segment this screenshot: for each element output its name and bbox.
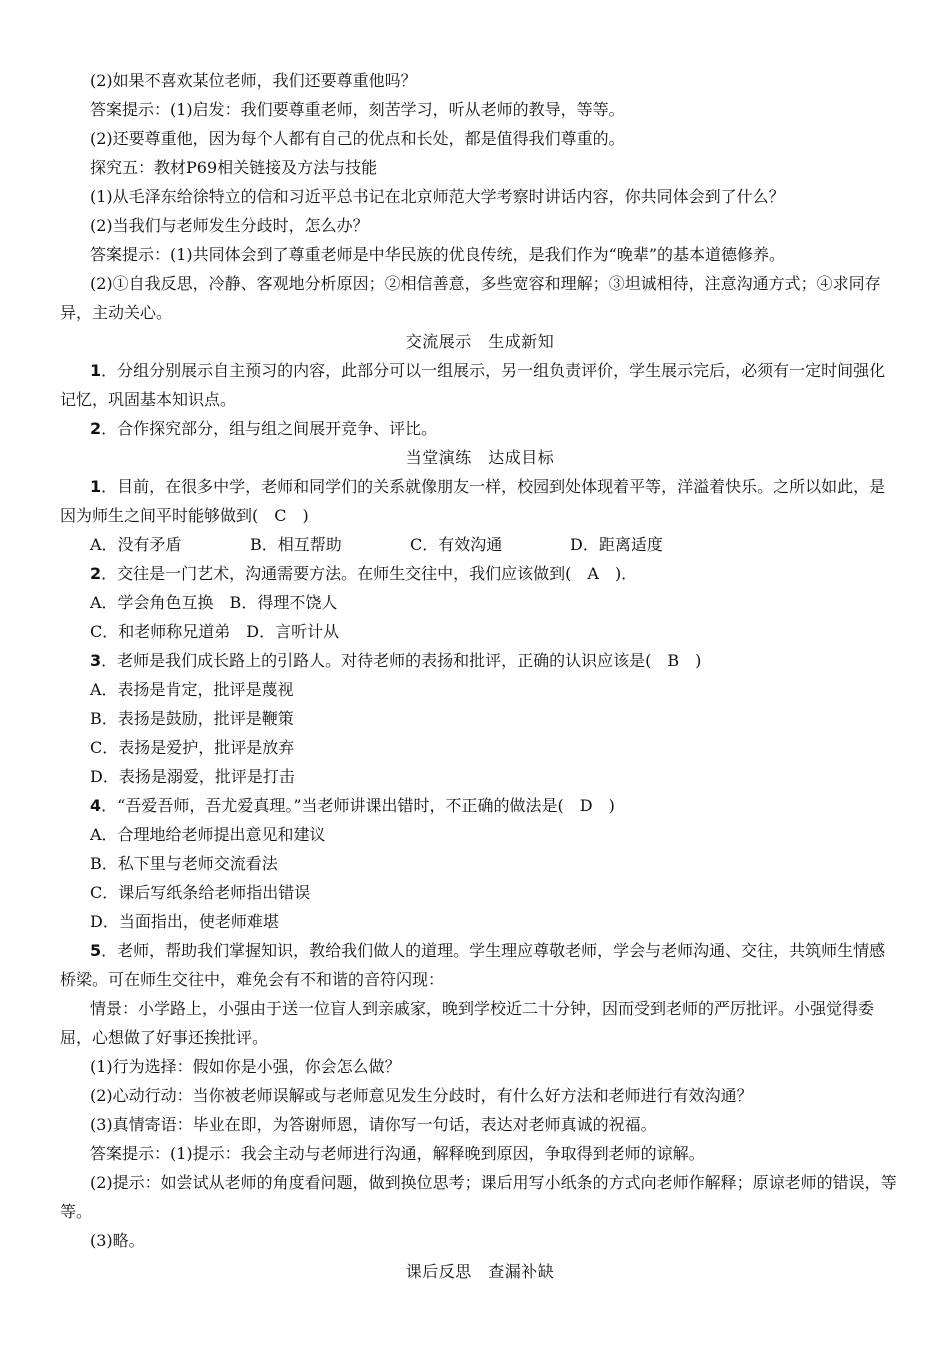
question-text: ．老师，帮助我们掌握知识，教给我们做人的道理。学生理应尊敬老师，学会与老师沟通、交往，共筑师生情感桥梁。可在师生交往中，难免会有不和谐的音符闪现： bbox=[60, 941, 886, 989]
explore-answer-1: 答案提示：(1)共同体会到了尊重老师是中华民族的优良传统，是我们作为“晚辈”的基本道德修养。 bbox=[90, 245, 786, 264]
question-2-options-cd: C．和老师称兄道弟 D．言听计从 bbox=[90, 622, 340, 641]
question-3-option-b: B．表扬是鼓励，批评是鞭策 bbox=[90, 709, 294, 728]
scenario-text: 情景：小学路上，小强由于送一位盲人到亲戚家，晚到学校近二十分钟，因而受到老师的严厉批评。小强觉得委屈，心想做了好事还挨批评。 bbox=[60, 999, 875, 1047]
question-4-option-d: D．当面指出，使老师难堪 bbox=[90, 912, 279, 931]
question-text: ．目前，在很多中学，老师和同学们的关系就像朋友一样，校园到处体现着平等，洋溢着快乐。之所以如此，是因为师生之间平时能够做到( C ) bbox=[60, 477, 886, 525]
answer-hint-sub-3: (3)略。 bbox=[90, 1231, 145, 1250]
answer-hint-sub-1: 答案提示：(1)提示：我会主动与老师进行沟通，解释晚到原因，争取得到老师的谅解。 bbox=[90, 1144, 705, 1163]
question-4-option-a: A．合理地给老师提出意见和建议 bbox=[90, 825, 326, 844]
sub-question-2: (2)心动行动：当你被老师误解或与老师意见发生分歧时，有什么好方法和老师进行有效沟通？ bbox=[90, 1086, 753, 1105]
option-d: D．距离适度 bbox=[570, 535, 663, 554]
question-3-option-d: D．表扬是溺爱，批评是打击 bbox=[90, 767, 295, 786]
practice-question-2 bbox=[60, 559, 900, 588]
explore-question-1: (1)从毛泽东给徐特立的信和习近平总书记在北京师范大学考察时讲话内容，你共同体会到了什么？ bbox=[90, 187, 785, 206]
option-a: A．没有矛盾 bbox=[90, 535, 182, 554]
option-c: C．有效沟通 bbox=[410, 535, 503, 554]
item-text: ．合作探究部分，组与组之间展开竞争、评比。 bbox=[101, 419, 438, 438]
question-4-option-c: C．课后写纸条给老师指出错误 bbox=[90, 883, 311, 902]
question-text: ．交往是一门艺术，沟通需要方法。在师生交往中，我们应该做到( A )． bbox=[101, 564, 638, 583]
practice-question-4 bbox=[60, 791, 900, 820]
section-title-reflect: 课后反思 查漏补缺 bbox=[405, 1262, 555, 1281]
question-2-options-ab: A．学会角色互换 B．得理不饶人 bbox=[90, 593, 338, 612]
answer-hint-sub-2: (2)提示：如尝试从老师的角度看问题，做到换位思考；课后用写小纸条的方式向老师作解释；原谅老师的错误，等等。 bbox=[60, 1173, 897, 1221]
sub-question-1: (1)行为选择：假如你是小强，你会怎么做？ bbox=[90, 1057, 401, 1076]
document-page bbox=[60, 66, 900, 1286]
question-1-options bbox=[60, 530, 900, 559]
practice-question-3 bbox=[60, 646, 900, 675]
explore-five-heading: 探究五：教材P69相关链接及方法与技能 bbox=[90, 158, 378, 177]
answer-hint-1: 答案提示：(1)启发：我们要尊重老师，刻苦学习，听从老师的教导，等等。 bbox=[90, 100, 625, 119]
answer-hint-2: (2)还要尊重他，因为每个人都有自己的优点和长处，都是值得我们尊重的。 bbox=[90, 129, 625, 148]
item-text: ．分组分别展示自主预习的内容，此部分可以一组展示，另一组负责评价，学生展示完后，必须有一定时间强化记忆，巩固基本知识点。 bbox=[60, 361, 886, 409]
question-number: 2 bbox=[90, 564, 102, 583]
question-number: 4 bbox=[90, 796, 102, 815]
exchange-item-1 bbox=[60, 356, 900, 414]
question-number: 5 bbox=[90, 941, 102, 960]
question-number: 3 bbox=[90, 651, 102, 670]
section-title-exchange: 交流展示 生成新知 bbox=[405, 332, 555, 351]
explore-question-2: (2)当我们与老师发生分歧时，怎么办？ bbox=[90, 216, 369, 235]
question-3-option-a: A．表扬是肯定，批评是蔑视 bbox=[90, 680, 294, 699]
explore-answer-2: (2)①自我反思，冷静、客观地分析原因；②相信善意，多些宽容和理解；③坦诚相待，注意沟通方式；④求同存异，主动关心。 bbox=[60, 274, 881, 322]
question-4-option-b: B．私下里与老师交流看法 bbox=[90, 854, 278, 873]
practice-question-1 bbox=[60, 472, 900, 530]
exchange-item-2 bbox=[60, 414, 900, 443]
option-b: B．相互帮助 bbox=[250, 535, 342, 554]
item-number: 1 bbox=[90, 361, 102, 380]
practice-question-5 bbox=[60, 936, 900, 994]
question-text: ．老师是我们成长路上的引路人。对待老师的表扬和批评，正确的认识应该是( B ) bbox=[101, 651, 702, 670]
section-title-practice: 当堂演练 达成目标 bbox=[405, 448, 555, 467]
question-2: (2)如果不喜欢某位老师，我们还要尊重他吗？ bbox=[90, 71, 417, 90]
question-number: 1 bbox=[90, 477, 102, 496]
question-3-option-c: C．表扬是爱护，批评是放弃 bbox=[90, 738, 295, 757]
item-number: 2 bbox=[90, 419, 102, 438]
sub-question-3: (3)真情寄语：毕业在即，为答谢师恩，请你写一句话，表达对老师真诚的祝福。 bbox=[90, 1115, 657, 1134]
question-text: ．“吾爱吾师，吾尤爱真理。”当老师讲课出错时，不正确的做法是( D ) bbox=[101, 796, 615, 815]
